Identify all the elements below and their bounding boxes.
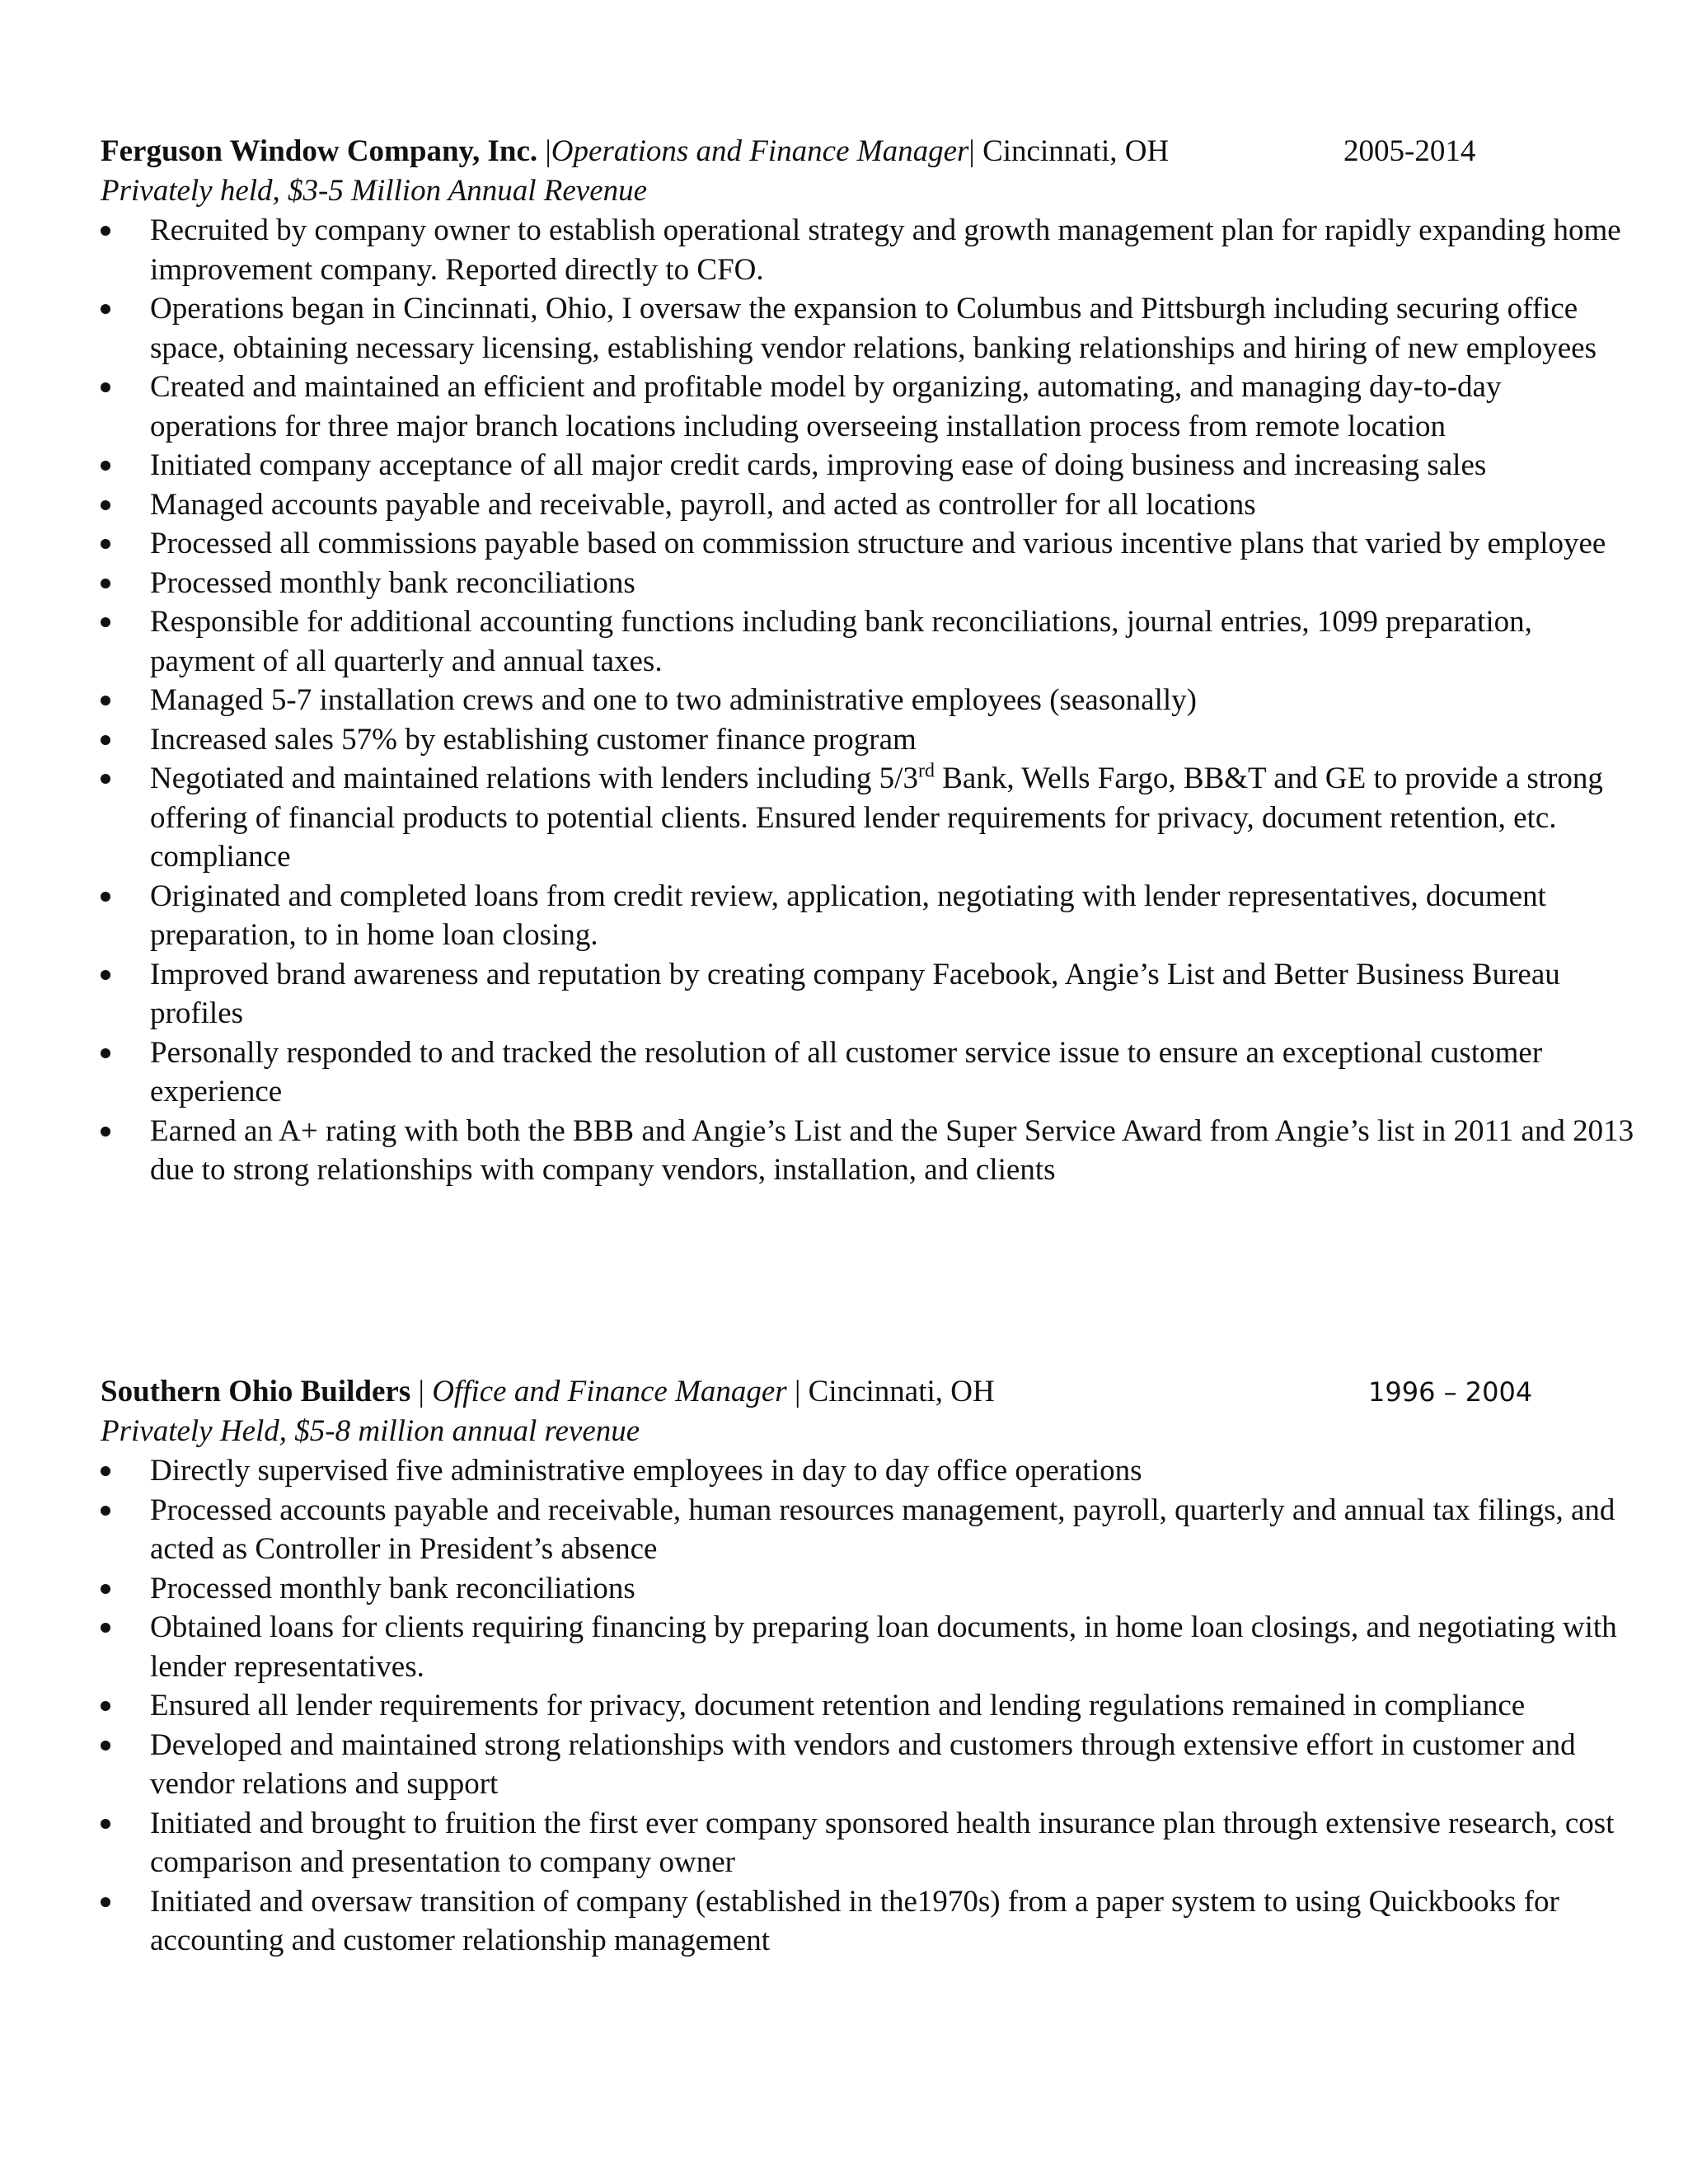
bullet-icon bbox=[101, 1127, 110, 1137]
bullet-item bbox=[101, 211, 1635, 289]
bullet-item bbox=[101, 602, 1635, 681]
bullet-icon bbox=[101, 696, 110, 705]
bullet-text: Operations began in Cincinnati, Ohio, I oversaw the expansion to Columbus and Pittsburgh including securing office space, obtaining necessary licensing, establishing vendor relations, banking relationships and hiring of new employees bbox=[150, 292, 1597, 365]
bullet-icon bbox=[101, 500, 110, 510]
job-ferguson-window bbox=[101, 132, 1634, 1190]
bullet-text: Managed accounts payable and receivable, payroll, and acted as controller for all locations bbox=[150, 487, 1256, 522]
bullet-text: Ensured all lender requirements for privacy, document retention and lending regulations remained in compliance bbox=[150, 1689, 1526, 1722]
bullet-text: Managed 5-7 installation crews and one to two administrative employees (seasonally) bbox=[150, 683, 1197, 717]
bullet-icon bbox=[101, 1506, 110, 1516]
company-name: Southern Ohio Builders bbox=[101, 1375, 411, 1408]
bullet-item bbox=[101, 289, 1635, 368]
bullet-item bbox=[101, 720, 1635, 760]
bullet-text: Increased sales 57% by establishing customer finance program bbox=[150, 722, 917, 757]
bullet-text: Created and maintained an efficient and profitable model by organizing, automating, and managing day-to-day operations for three major branch locations including overseeing installation process from remote location bbox=[150, 370, 1502, 443]
bullet-icon bbox=[101, 1048, 110, 1058]
bullet-item bbox=[101, 1882, 1635, 1961]
bullet-text: Initiated and oversaw transition of company (established in the1970s) from a paper system to using Quickbooks for accounting and customer relationship management bbox=[150, 1884, 1559, 1957]
bullet-text-part: Negotiated and maintained relations with lenders including 5/3 bbox=[150, 762, 918, 795]
bullet-icon bbox=[101, 617, 110, 627]
bullet-icon bbox=[101, 461, 110, 471]
job-location: Cincinnati, OH bbox=[982, 134, 1170, 168]
bullet-icon bbox=[101, 1819, 110, 1829]
bullet-item bbox=[101, 1451, 1635, 1491]
job-title: Operations and Finance Manager bbox=[551, 134, 969, 168]
bullet-item bbox=[101, 1608, 1635, 1686]
bullet-item bbox=[101, 955, 1635, 1033]
bullet-item bbox=[101, 1686, 1635, 1726]
bullet-text: Initiated and brought to fruition the first ever company sponsored health insurance plan through extensive research, cost comparison and presentation to company owner bbox=[150, 1806, 1615, 1879]
bullet-text: Originated and completed loans from credit review, application, negotiating with lender representatives, document preparation, to in home loan closing. bbox=[150, 879, 1546, 952]
bullet-icon bbox=[101, 382, 110, 392]
bullet-icon bbox=[101, 226, 110, 236]
bullet-item bbox=[101, 368, 1635, 446]
bullet-icon bbox=[101, 970, 110, 980]
job-header bbox=[101, 132, 1584, 171]
bullet-icon bbox=[101, 539, 110, 549]
bullet-text: Recruited by company owner to establish operational strategy and growth management plan for rapidly expanding home improvement company. Reported directly to CFO. bbox=[150, 213, 1621, 287]
bullet-icon bbox=[101, 774, 110, 784]
bullet-text: Responsible for additional accounting functions including bank reconciliations, journal entries, 1099 preparation, payment of all quarterly and annual taxes. bbox=[150, 605, 1532, 678]
bullet-text: Personally responded to and tracked the resolution of all customer service issue to ensure an exceptional customer experience bbox=[150, 1035, 1543, 1108]
job-dates: 2005-2014 bbox=[1343, 134, 1476, 168]
superscript-ordinal: rd bbox=[917, 760, 935, 782]
bullet-text: Processed accounts payable and receivable, human resources management, payroll, quarterly and annual tax filings, and acted as Controller in President’s absence bbox=[150, 1493, 1615, 1566]
bullet-list bbox=[101, 1451, 1617, 1961]
bullet-icon bbox=[101, 1623, 110, 1633]
bullet-icon bbox=[101, 1466, 110, 1476]
bullet-text: Obtained loans for clients requiring financing by preparing loan documents, in home loan closings, and negotiating with lender representatives. bbox=[150, 1610, 1617, 1684]
separator: | bbox=[410, 1375, 433, 1408]
bullet-item bbox=[101, 877, 1635, 955]
bullet-item bbox=[101, 1569, 1635, 1609]
company-description: Privately held, $3-5 Million Annual Revenue bbox=[101, 174, 648, 208]
bullet-text: Improved brand awareness and reputation by creating company Facebook, Angie’s List and Better Business Bureau profiles bbox=[150, 957, 1560, 1030]
bullet-list bbox=[101, 211, 1634, 1190]
bullet-icon bbox=[101, 579, 110, 588]
bullet-item bbox=[101, 485, 1635, 525]
company-description: Privately Held, $5-8 million annual revenue bbox=[101, 1414, 640, 1448]
job-southern-ohio-builders bbox=[101, 1372, 1617, 1961]
bullet-icon bbox=[101, 304, 110, 314]
job-dates: 1996 – 2004 bbox=[1368, 1376, 1533, 1408]
bullet-text: Directly supervised five administrative employees in day to day office operations bbox=[150, 1454, 1142, 1488]
bullet-item bbox=[101, 1804, 1635, 1882]
company-name: Ferguson Window Company, Inc. bbox=[101, 134, 538, 168]
job-title: Office and Finance Manager bbox=[432, 1375, 787, 1408]
bullet-text bbox=[150, 762, 1603, 874]
bullet-item bbox=[101, 564, 1635, 603]
bullet-icon bbox=[101, 892, 110, 902]
bullet-item bbox=[101, 759, 1635, 877]
bullet-text: Earned an A+ rating with both the BBB and Angie’s List and the Super Service Award from Angie’s list in 2011 and 2013 due to strong relationships with company vendors, installation, and clients bbox=[150, 1113, 1634, 1187]
bullet-icon bbox=[101, 1584, 110, 1594]
separator: | bbox=[968, 134, 983, 168]
bullet-text: Processed all commissions payable based on commission structure and various incentive plans that varied by employee bbox=[150, 527, 1606, 560]
bullet-text: Initiated company acceptance of all major credit cards, improving ease of doing business and increasing sales bbox=[150, 448, 1487, 482]
bullet-text-part: Bank, Wells Fargo, BB&T and GE to provide a strong offering of financial products to potential clients. Ensured lender requirements for privacy, document retention, etc. compliance bbox=[150, 762, 1603, 874]
job-header bbox=[101, 1372, 1584, 1412]
bullet-item bbox=[101, 446, 1635, 485]
bullet-text: Processed monthly bank reconciliations bbox=[150, 565, 635, 600]
bullet-icon bbox=[101, 1701, 110, 1711]
bullet-item bbox=[101, 524, 1635, 564]
bullet-item bbox=[101, 1726, 1635, 1804]
bullet-item bbox=[101, 1491, 1635, 1569]
bullet-icon bbox=[101, 735, 110, 745]
bullet-icon bbox=[101, 1741, 110, 1750]
bullet-text: Developed and maintained strong relationships with vendors and customers through extensive effort in customer and vendor relations and support bbox=[150, 1727, 1576, 1801]
separator: | bbox=[786, 1375, 809, 1408]
job-location: Cincinnati, OH bbox=[808, 1375, 995, 1408]
bullet-item bbox=[101, 1033, 1635, 1112]
bullet-item bbox=[101, 1112, 1635, 1190]
separator: | bbox=[537, 134, 551, 168]
bullet-item bbox=[101, 681, 1635, 720]
bullet-text: Processed monthly bank reconciliations bbox=[150, 1571, 635, 1605]
bullet-icon bbox=[101, 1897, 110, 1907]
